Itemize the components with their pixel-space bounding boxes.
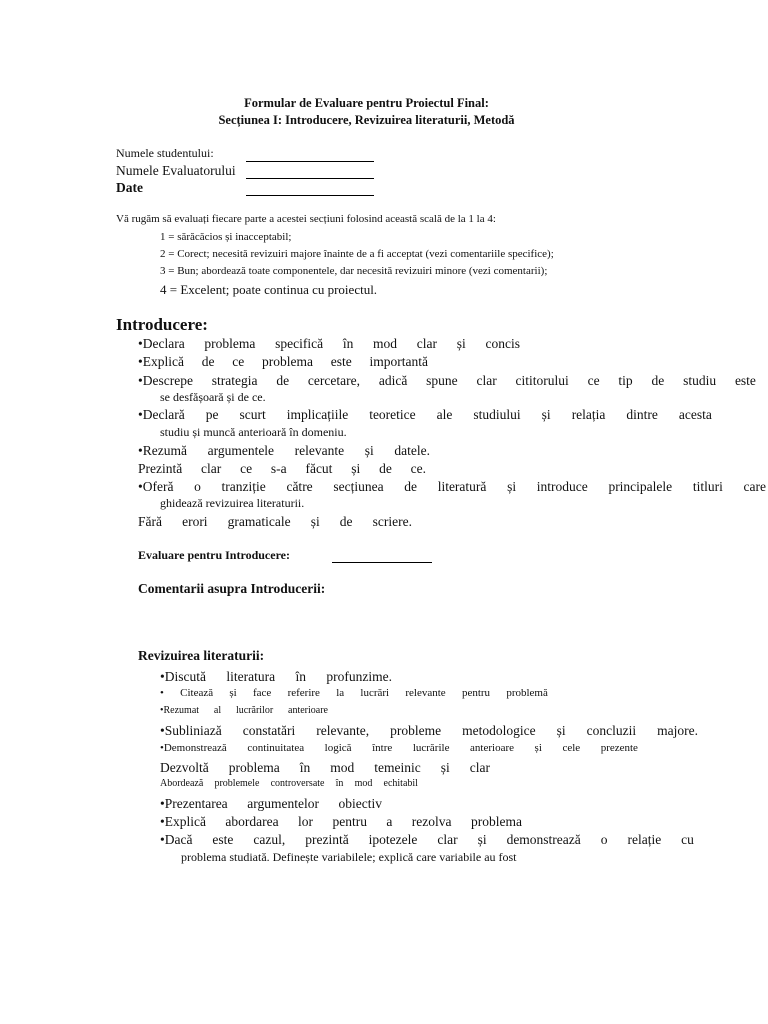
lit-item-10: •Dacă este cazul, prezintă ipotezele clar și demonstrează o relație cu (160, 832, 694, 847)
intro-item-8: Fără erori gramaticale și de scriere. (138, 514, 412, 529)
lit-item-7: Abordează problemele controversate în mod echitabil (160, 778, 418, 789)
introduction-heading: Introducere: (116, 315, 208, 334)
lit-item-9: •Explică abordarea lor pentru a rezolva problema (160, 814, 522, 829)
scale-item-2: 2 = Corect; necesită revizuiri majore înainte de a fi acceptat (vezi comentariile specifice); (160, 248, 554, 260)
intro-item-3-cont: se desfășoară și de ce. (160, 390, 266, 404)
intro-item-6: Prezintă clar ce s-a făcut și de ce. (138, 461, 426, 476)
scale-item-1: 1 = sărăcăcios și inacceptabil; (160, 231, 292, 243)
introduction-evaluation-field[interactable] (332, 562, 432, 563)
scale-item-4: 4 = Excelent; poate continua cu proiectul. (160, 282, 378, 297)
date-label: Date (116, 180, 143, 195)
student-name-label: Numele studentului: (116, 146, 214, 160)
introduction-comments-label: Comentarii asupra Introducerii: (138, 581, 326, 596)
lit-item-10-cont: problema studiată. Definește variabilele; explică care variabile au fost (181, 850, 517, 864)
student-name-field[interactable] (246, 161, 374, 162)
lit-item-2: • Citează și face referire la lucrări relevante pentru problemă (160, 687, 548, 699)
lit-item-5: •Demonstrează continuitatea logică între lucrările anterioare și cele prezente (160, 742, 638, 754)
evaluator-name-label: Numele Evaluatorului (116, 163, 236, 178)
literature-heading: Revizuirea literaturii: (138, 648, 265, 663)
scale-item-3: 3 = Bun; abordează toate componentele, dar necesită revizuiri minore (vezi comentarii); (160, 265, 548, 277)
intro-item-4-cont: studiu și muncă anterioară în domeniu. (160, 425, 347, 439)
form-title: Formular de Evaluare pentru Proiectul Final: (244, 96, 489, 110)
lit-item-8: •Prezentarea argumentelor obiectiv (160, 796, 382, 811)
intro-item-4: •Declară pe scurt implicațiile teoretice ale studiului și relația dintre acesta (138, 407, 712, 422)
section-title: Secțiunea I: Introducere, Revizuirea literaturii, Metodă (218, 113, 515, 127)
intro-item-7: •Oferă o tranziție către secțiunea de literatură și introduce principalele titluri care (138, 479, 766, 494)
date-field[interactable] (246, 195, 374, 196)
intro-item-7-cont: ghidează revizuirea literaturii. (160, 496, 305, 510)
evaluator-name-field[interactable] (246, 178, 374, 179)
instructions-text: Vă rugăm să evaluați fiecare parte a acestei secțiuni folosind această scală de la 1 la 4: (116, 213, 496, 225)
lit-item-6: Dezvoltă problema în mod temeinic și clar (160, 760, 490, 775)
intro-item-2: •Explică de ce problema este importantă (138, 354, 428, 369)
lit-item-3: •Rezumat al lucrărilor anterioare (160, 705, 328, 716)
lit-item-4: •Subliniază constatări relevante, probleme metodologice și concluzii majore. (160, 723, 698, 738)
intro-item-5: •Rezumă argumentele relevante și datele. (138, 443, 430, 458)
intro-item-3: •Descrepe strategia de cercetare, adică spune clar cititorului ce tip de studiu este (138, 373, 756, 388)
lit-item-1: •Discută literatura în profunzime. (160, 669, 392, 684)
intro-item-1: •Declara problema specifică în mod clar și concis (138, 336, 520, 351)
introduction-evaluation-label: Evaluare pentru Introducere: (138, 548, 290, 562)
